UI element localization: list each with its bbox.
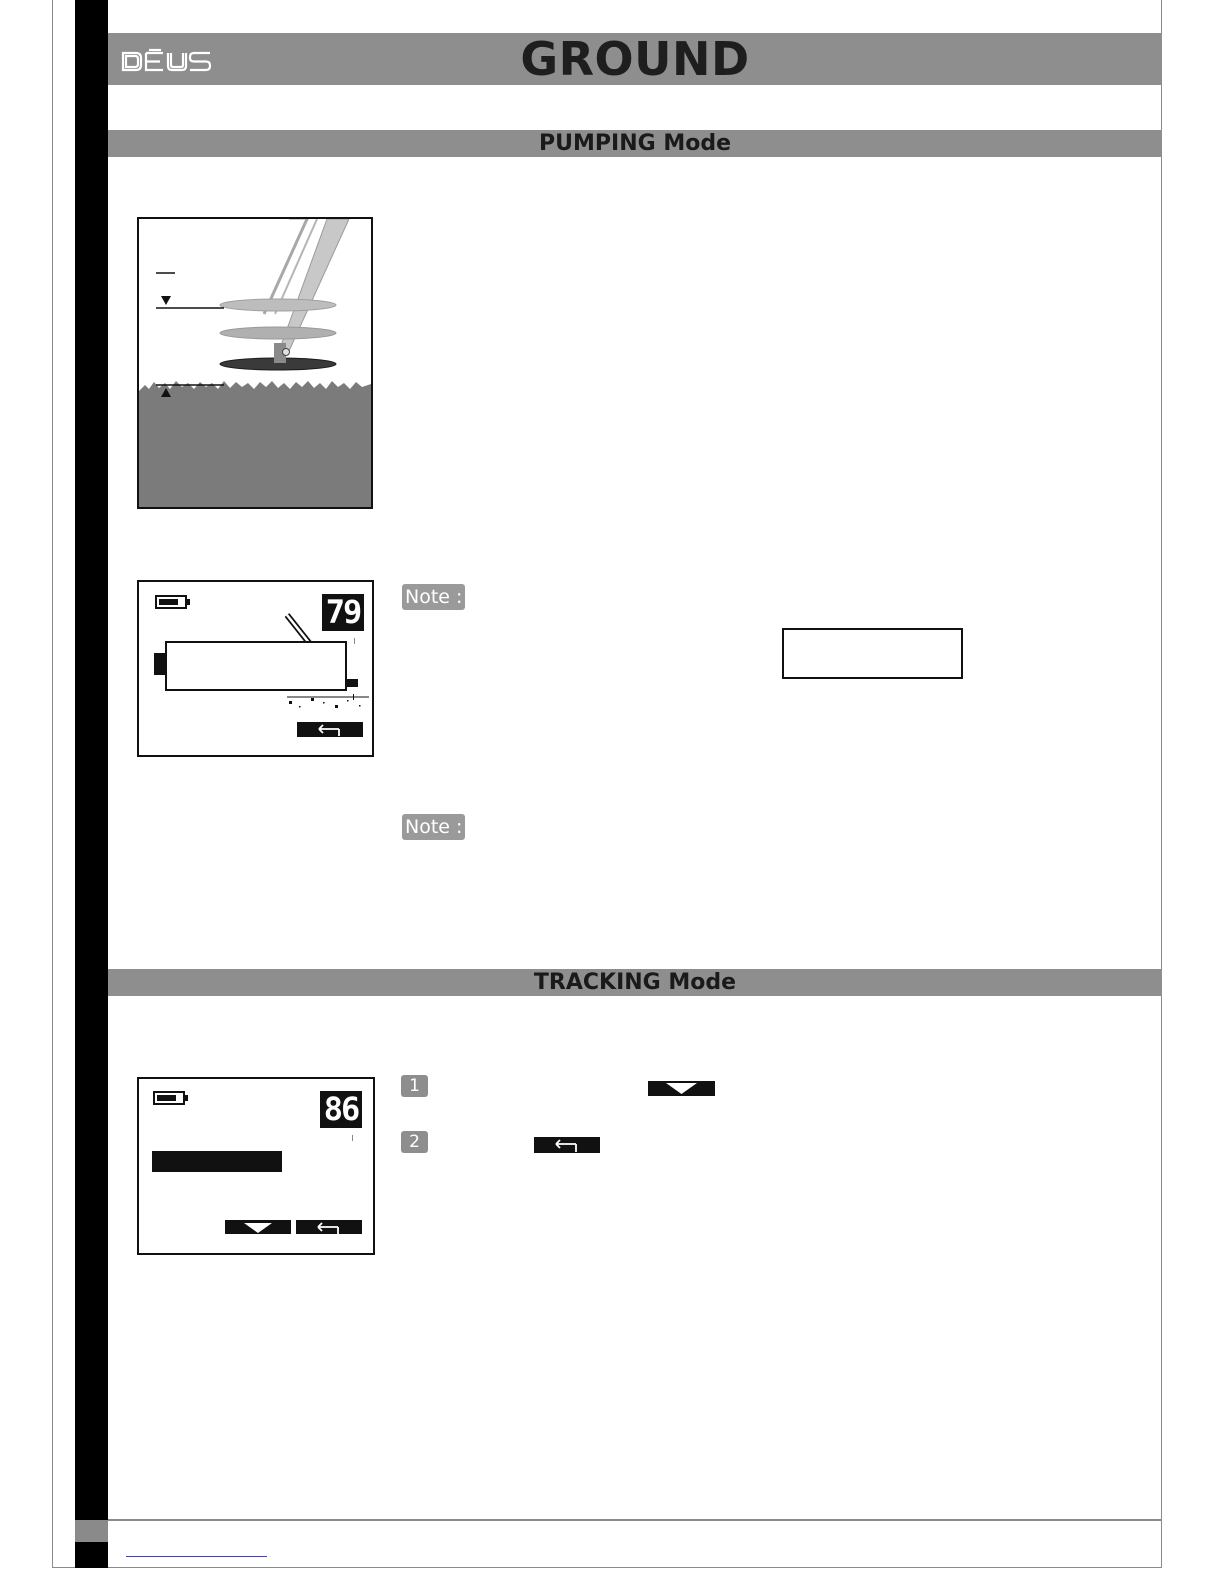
inline-back-key	[534, 1137, 600, 1153]
pumping-illustration	[137, 217, 373, 509]
footer-link-underline[interactable]	[126, 1556, 267, 1557]
back-key[interactable]	[296, 1220, 362, 1234]
coil-pumping-diagram	[139, 219, 371, 507]
tracking-section-title: TRACKING Mode	[533, 970, 737, 995]
ground-value-readout: 79	[322, 594, 364, 631]
return-arrow-icon	[296, 1221, 362, 1235]
page-tab-marker	[75, 1520, 108, 1542]
left-margin-bar	[75, 0, 108, 1568]
ground-area	[139, 381, 371, 507]
note-badge-2: Note :	[402, 814, 465, 840]
ground-value-readout: 86	[320, 1091, 362, 1128]
selected-menu-item[interactable]	[152, 1151, 282, 1172]
coil-position-top	[220, 299, 336, 311]
battery-icon	[155, 595, 187, 609]
footer-divider	[108, 1519, 1162, 1521]
pumping-screen-display	[137, 580, 374, 757]
return-arrow-icon	[534, 1137, 600, 1153]
coil-outline-icon	[165, 641, 347, 691]
note-frame-box	[782, 628, 963, 679]
page-title: GROUND	[520, 32, 750, 86]
battery-icon	[153, 1091, 185, 1105]
ground-texture	[287, 693, 369, 711]
step-badge-2: 2	[401, 1131, 428, 1153]
return-arrow-icon	[297, 722, 363, 737]
back-key[interactable]	[297, 722, 363, 737]
step-badge-1: 1	[401, 1075, 428, 1097]
inline-down-key	[648, 1081, 715, 1096]
coil-position-middle	[220, 327, 336, 339]
tracking-screen-display	[137, 1077, 375, 1255]
pumping-section-title: PUMPING Mode	[539, 131, 731, 156]
triangle-down-icon	[648, 1081, 715, 1096]
down-key[interactable]	[225, 1220, 291, 1234]
triangle-down-icon	[225, 1221, 291, 1235]
triangle-down-icon	[161, 296, 171, 305]
note-badge-1: Note :	[402, 584, 465, 610]
